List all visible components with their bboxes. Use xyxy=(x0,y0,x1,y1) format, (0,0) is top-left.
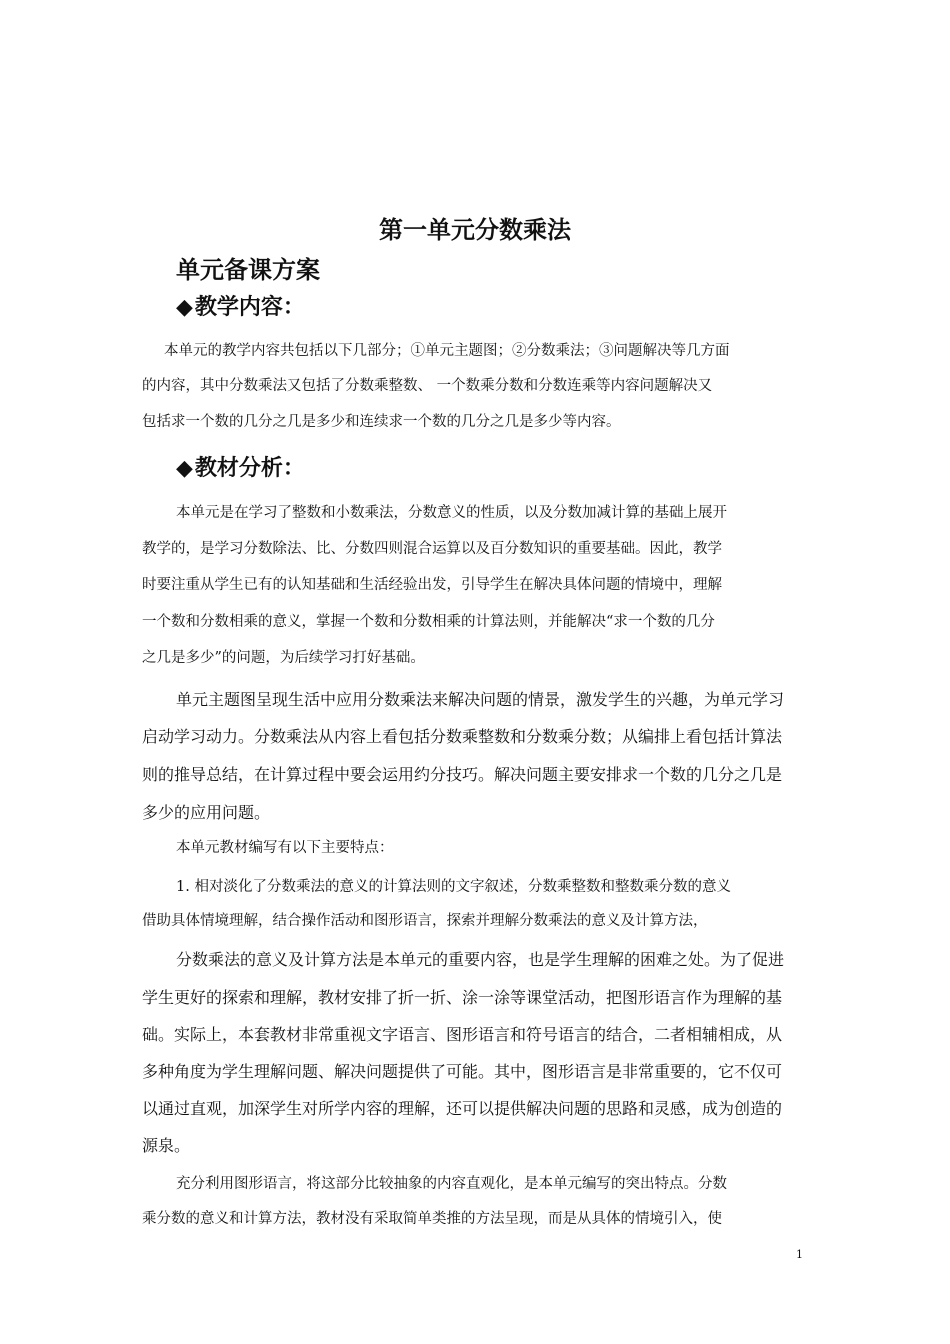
text-line: 教学的，是学习分数除法、比、分数四则混合运算以及百分数知识的重要基础。因此，教学 xyxy=(142,541,722,557)
text-line: 1. 相对淡化了分数乘法的意义的计算法则的文字叙述，分数乘整数和整数乘分数的意义 xyxy=(176,879,731,895)
heading-text: 教材分析： xyxy=(194,455,305,481)
page-title: 第一单元分数乘法 xyxy=(379,215,571,244)
text-line: 分数乘法的意义及计算方法是本单元的重要内容，也是学生理解的困难之处。为了促进 xyxy=(176,950,785,969)
text-line: 单元主题图呈现生活中应用分数乘法来解决问题的情景，激发学生的兴趣，为单元学习 xyxy=(176,690,785,709)
text-line: 学生更好的探索和理解，教材安排了折一折、涂一涂等课堂活动，把图形语言作为理解的基 xyxy=(142,988,783,1007)
heading-text: 教学内容： xyxy=(194,294,305,320)
section-subtitle: 单元备课方案 xyxy=(176,255,320,284)
text-line: 借助具体情境理解，结合操作活动和图形语言，探索并理解分数乘法的意义及计算方法， xyxy=(142,913,708,929)
text-line: 多种角度为学生理解问题、解决问题提供了可能。其中，图形语言是非常重要的，它不仅可 xyxy=(142,1062,783,1081)
text-line: 本单元是在学习了整数和小数乘法，分数意义的性质，以及分数加减计算的基础上展开 xyxy=(176,505,727,521)
text-line: 一个数和分数相乘的意义，掌握一个数和分数相乘的计算法则，并能解决“求一个数的几分 xyxy=(142,614,715,630)
text-line: 源泉。 xyxy=(142,1136,191,1155)
text-line: 时要注重从学生已有的认知基础和生活经验出发，引导学生在解决具体问题的情境中，理解 xyxy=(142,577,722,593)
text-line: 乘分数的意义和计算方法，教材没有采取简单类推的方法呈现，而是从具体的情境引入，使 xyxy=(142,1211,722,1227)
text-line: 本单元教材编写有以下主要特点： xyxy=(176,840,394,856)
text-line: 启动学习动力。分数乘法从内容上看包括分数乘整数和分数乘分数；从编排上看包括计算法 xyxy=(142,727,783,746)
page-number: 1 xyxy=(796,1248,803,1261)
text-line: 以通过直观，加深学生对所学内容的理解，还可以提供解决问题的思路和灵感，成为创造的 xyxy=(142,1099,783,1118)
text-line: 充分利用图形语言，将这部分比较抽象的内容直观化，是本单元编写的突出特点。分数 xyxy=(176,1176,727,1192)
text-line: 包括求一个数的几分之几是多少和连续求一个数的几分之几是多少等内容。 xyxy=(142,414,621,430)
text-line: 则的推导总结，在计算过程中要会运用约分技巧。解决问题主要安排求一个数的几分之几是 xyxy=(142,765,783,784)
heading-teaching-content xyxy=(176,290,305,321)
heading-material-analysis xyxy=(176,451,305,482)
text-line: 之几是多少”的问题，为后续学习打好基础。 xyxy=(142,650,425,666)
diamond-bullet-icon: ◆ xyxy=(176,455,193,481)
text-line: 础。实际上，本套教材非常重视文字语言、图形语言和符号语言的结合，二者相辅相成，从 xyxy=(142,1025,783,1044)
diamond-bullet-icon: ◆ xyxy=(176,294,193,320)
text-line: 的内容，其中分数乘法又包括了分数乘整数、 一个数乘分数和分数连乘等内容问题解决又 xyxy=(142,378,713,394)
text-line: 多少的应用问题。 xyxy=(142,803,271,822)
text-line: 本单元的教学内容共包括以下几部分；①单元主题图；②分数乘法；③问题解决等几方面 xyxy=(164,343,730,359)
